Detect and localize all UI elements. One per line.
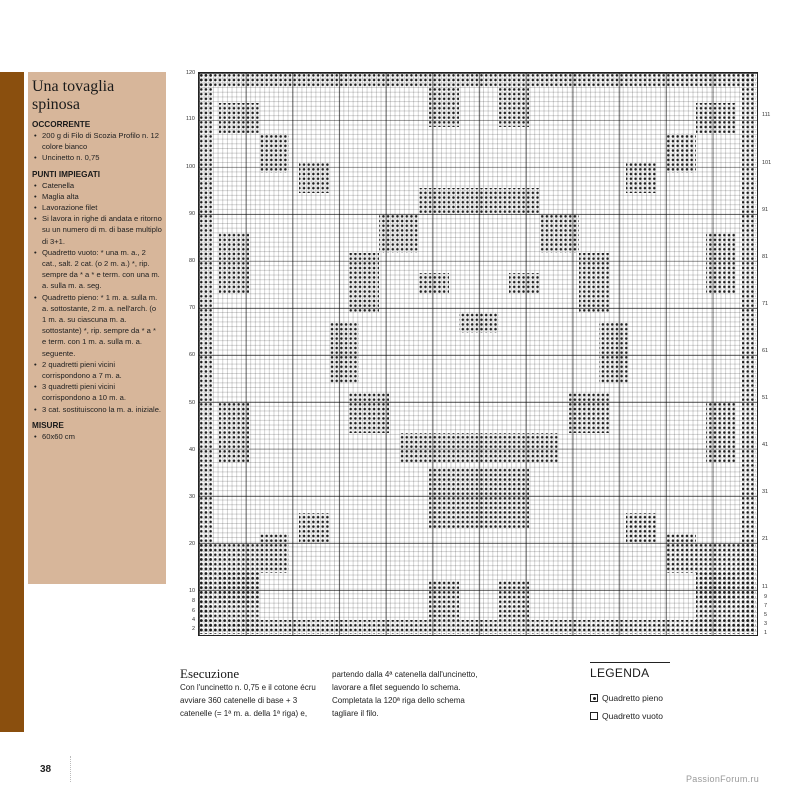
row-label: 3 [764, 621, 768, 627]
legend-divider [590, 662, 670, 663]
pattern-title: Una tovaglia spinosa [32, 78, 115, 113]
row-label: 70 [189, 305, 196, 311]
occorrente-list [32, 130, 162, 164]
row-label: 4 [192, 617, 196, 623]
materials-sidebar [28, 72, 166, 584]
execution-text-col2: partendo dalla 4ª catenella dall'uncinetto, lavorare a filet seguendo lo schema. Completata la 120ª riga dello schema tagliare il filo. [332, 670, 478, 718]
page-number: 38 [40, 764, 52, 775]
list-item: • Si lavora in righe di andata e ritorno su un numero di m. di base multiplo di 3+1. [32, 213, 162, 247]
row-label: 5 [764, 612, 768, 618]
row-label: 11 [762, 584, 768, 590]
row-label: 31 [762, 489, 769, 495]
row-label: 9 [764, 594, 768, 600]
list-item: • Lavorazione filet [32, 202, 162, 213]
list-item: • 3 cat. sostituiscono la m. a. iniziale. [32, 404, 162, 415]
row-label: 91 [762, 207, 769, 213]
row-label: 1 [764, 630, 768, 636]
row-label: 7 [764, 603, 768, 609]
row-label: 111 [762, 112, 771, 118]
row-label: 2 [192, 626, 196, 632]
row-label: 50 [189, 400, 196, 406]
row-label: 30 [189, 494, 196, 500]
watermark: PassionForum.ru [686, 774, 760, 784]
row-label: 40 [189, 447, 196, 453]
row-label: 61 [762, 348, 769, 354]
list-item: • 3 quadretti pieni vicini corrispondono a 10 m. a. [32, 381, 162, 403]
list-item: • Maglia alta [32, 191, 162, 202]
row-label: 8 [192, 598, 196, 604]
row-label: 71 [762, 301, 769, 307]
occorrente-heading: OCCORRENTE [32, 120, 91, 129]
legend-empty-row [590, 711, 663, 721]
filled-square-icon [590, 694, 598, 702]
filet-pattern-motif [199, 73, 756, 634]
row-label: 110 [186, 116, 195, 122]
legend-full-label: Quadretto pieno [602, 693, 663, 703]
list-item: • 200 g di Filo di Scozia Profilo n. 12 colore bianco [32, 130, 162, 152]
legend-empty-label: Quadretto vuoto [602, 711, 663, 721]
row-label: 81 [762, 254, 769, 260]
list-item: • Quadretto pieno: * 1 m. a. sulla m. a. sottostante, 2 m. a. nell'arch. (o 1 m. a. su ciascuna m. a. sottostante) *, rip. sempre da * a * e term. con 1 m. a. sulla m. a. seguente. [32, 292, 162, 359]
row-label: 90 [189, 211, 196, 217]
row-label: 20 [189, 541, 196, 547]
legend-full-row [590, 693, 663, 703]
row-label: 100 [186, 164, 196, 170]
row-label: 80 [189, 258, 196, 264]
execution-text-col1: Con l'uncinetto n. 0,75 e il cotone écru avviare 360 catenelle di base + 3 catenelle (= 1ª m. a. della 1ª riga) e, [180, 683, 316, 718]
row-label: 6 [192, 608, 196, 614]
misure-list [32, 431, 162, 442]
row-label: 21 [762, 536, 769, 542]
footer-divider [70, 756, 71, 782]
row-label: 10 [189, 588, 196, 594]
row-label: 120 [186, 70, 196, 76]
row-label: 101 [762, 160, 772, 166]
row-label: 51 [762, 395, 769, 401]
page-spine-bar [0, 72, 24, 732]
list-item: • 2 quadretti pieni vicini corrispondono a 7 m. a. [32, 359, 162, 381]
empty-square-icon [590, 712, 598, 720]
list-item: • Uncinetto n. 0,75 [32, 152, 162, 163]
punti-heading: PUNTI IMPIEGATI [32, 169, 101, 179]
list-item: • 60x60 cm [32, 431, 162, 442]
row-label: 60 [189, 352, 196, 358]
filet-chart-grid [198, 72, 758, 636]
legend-title: LEGENDA [590, 666, 650, 680]
execution-title: Esecuzione [180, 666, 240, 681]
misure-heading: MISURE [32, 420, 64, 430]
list-item: • Quadretto vuoto: * una m. a., 2 cat., salt. 2 cat. (o 2 m. a.) *, rip. sempre da * a * e term. con una m. a. sulla m. a. seg. [32, 247, 162, 292]
list-item: • Catenella [32, 180, 162, 191]
row-label: 41 [762, 442, 769, 448]
punti-list [32, 180, 162, 415]
